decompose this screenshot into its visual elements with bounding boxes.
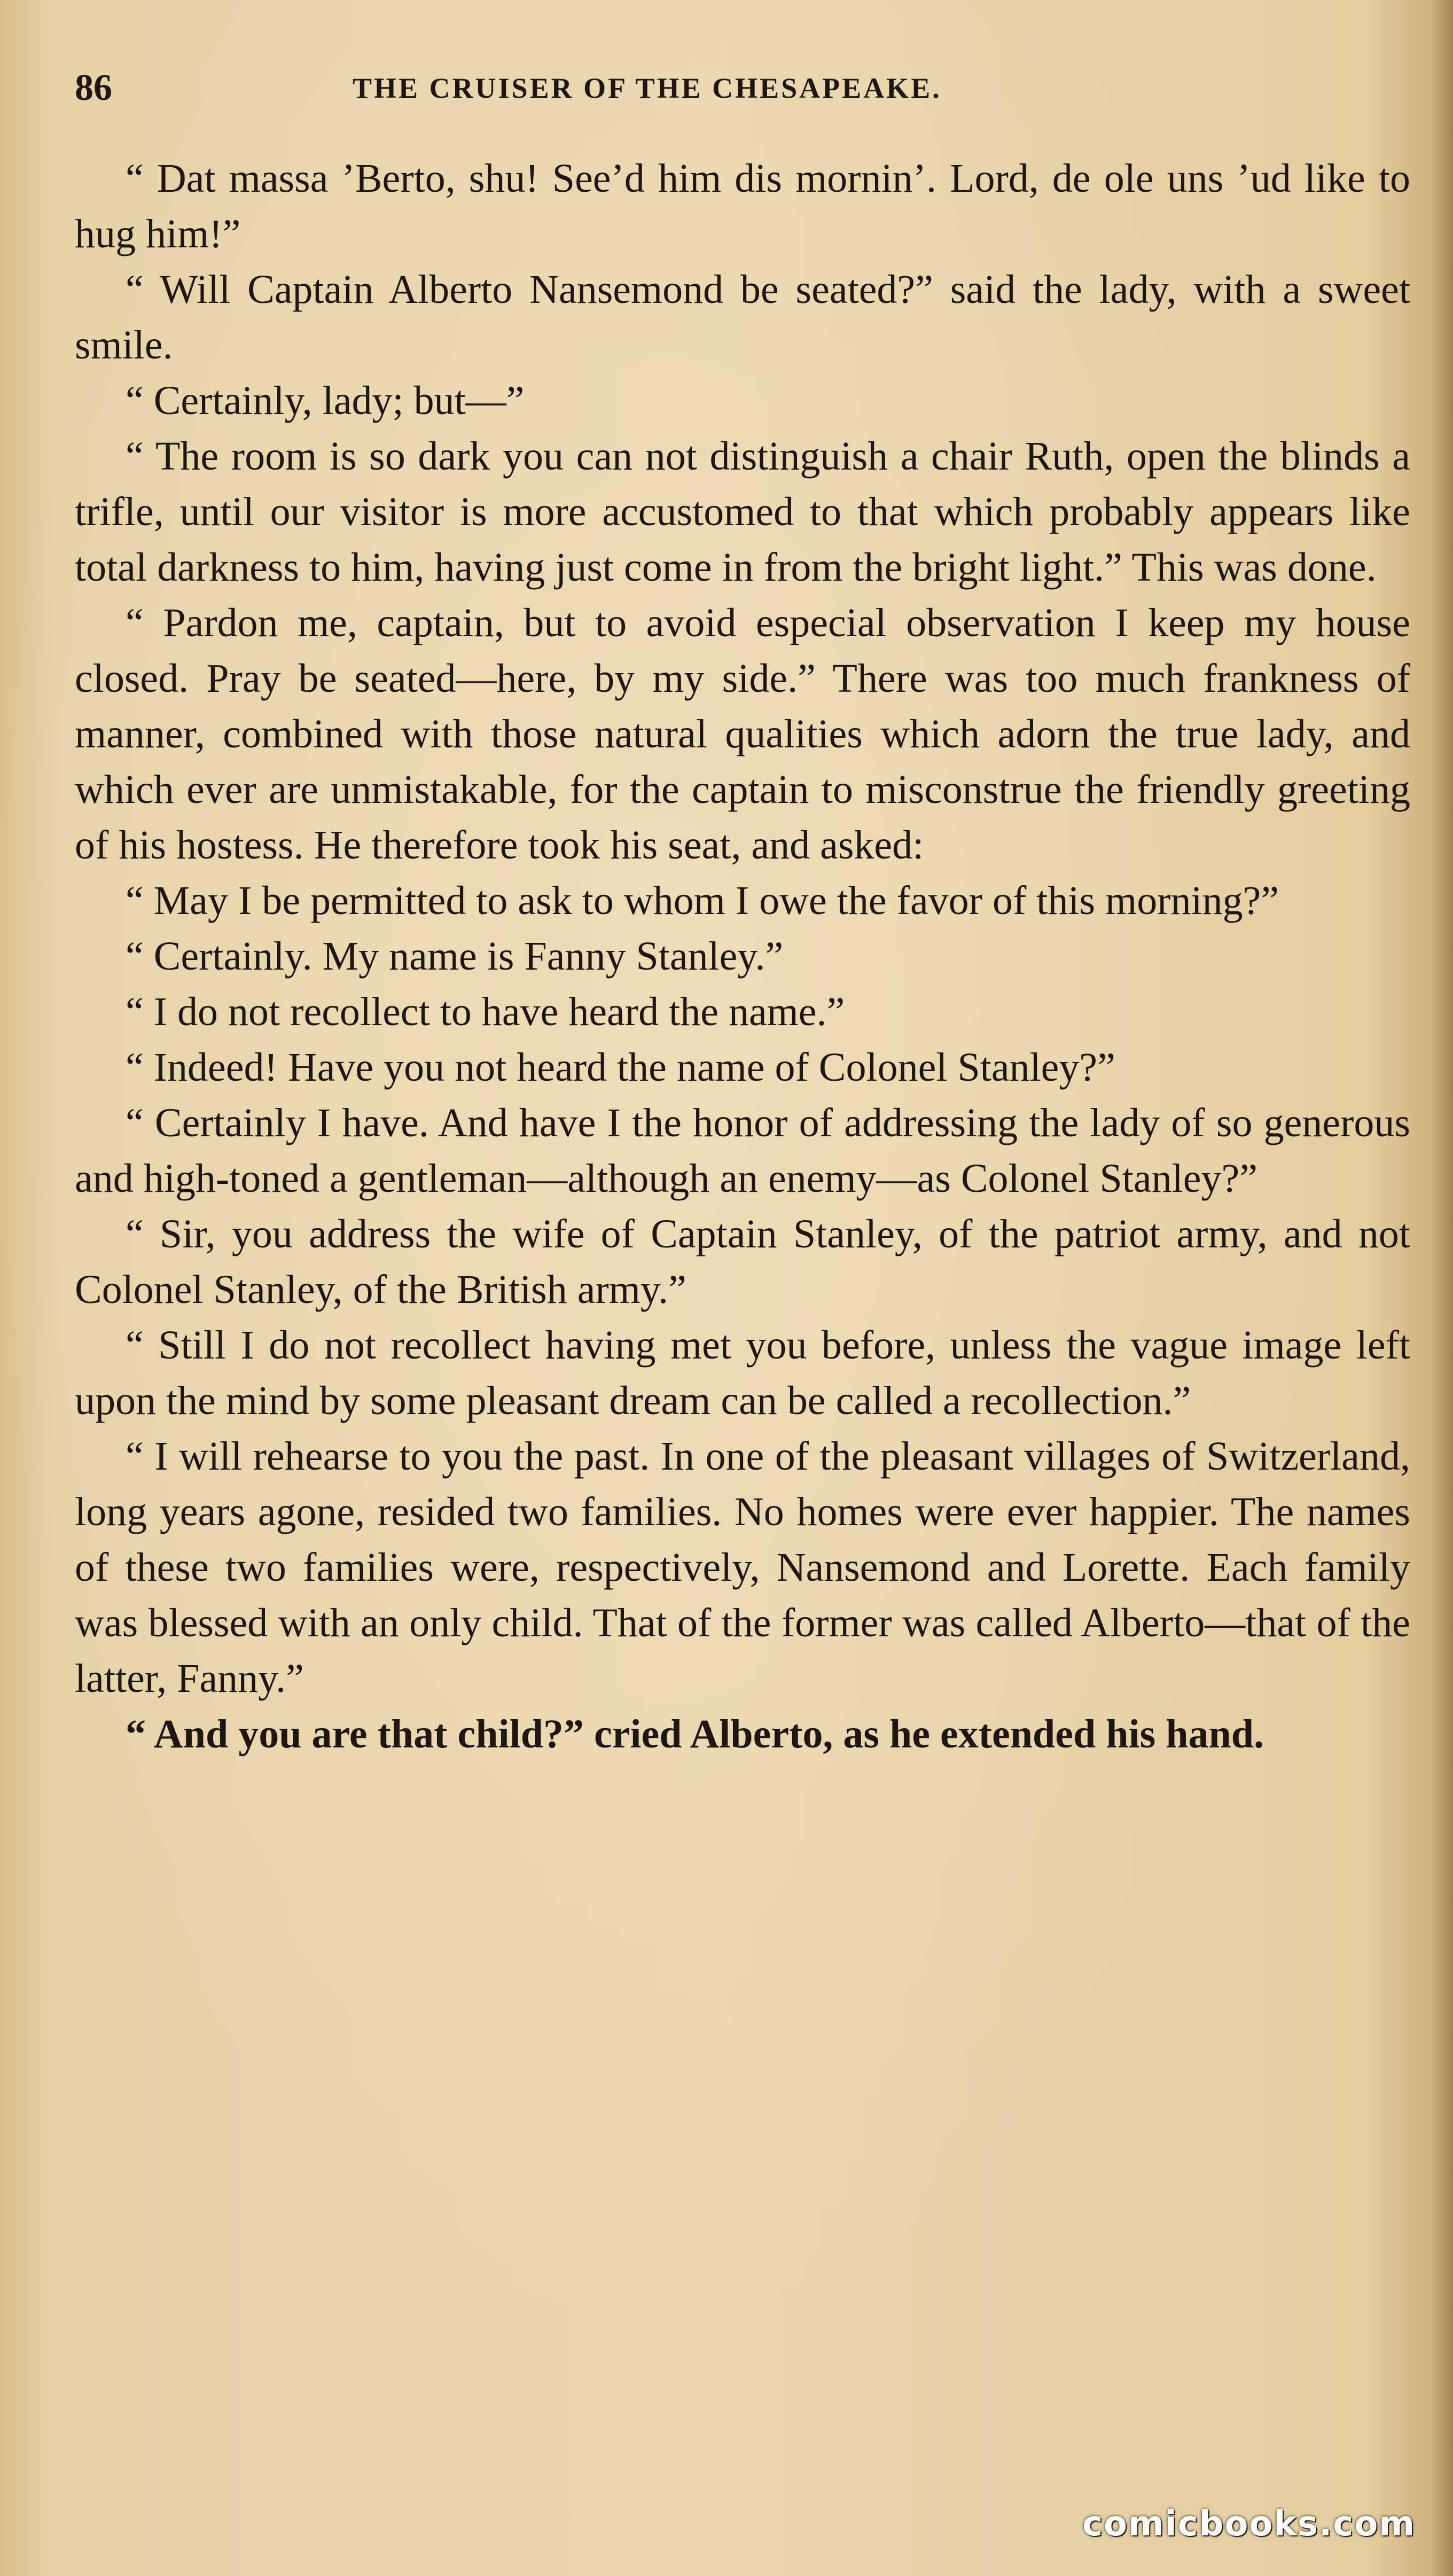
paragraph: “ Pardon me, captain, but to avoid especial observation I keep my house closed. Pray be seated—here, by my side.” There was too much frankness of manner, combined with those natural qualities which adorn the true lady, and which ever are unmistakable, for the captain to misconstrue the friendly greeting of his hostess. He therefore took his seat, and asked: <box>75 600 1410 868</box>
paragraph: “ The room is so dark you can not distinguish a chair Ruth, open the blinds a trifle, until our visitor is more accustomed to that which probably appears like total darkness to him, having just come in from the bright light.” This was done. <box>75 434 1410 590</box>
paragraph: “ Certainly. My name is Fanny Stanley.” <box>126 934 784 979</box>
paragraph: “ I do not recollect to have heard the name.” <box>126 989 845 1034</box>
paragraph: “ Dat massa ’Berto, shu! See’d him dis mornin’. Lord, de ole uns ’ud like to hug him!” <box>75 156 1410 256</box>
paragraph: “ Indeed! Have you not heard the name of Colonel Stanley?” <box>126 1045 1115 1090</box>
page-number: 86 <box>75 67 112 108</box>
paragraph: “ And you are that child?” cried Alberto, as he extended his hand. <box>126 1712 1264 1757</box>
paragraph: “ Still I do not recollect having met you before, unless the vague image left upon the mind by some pleasant dream can be called a recollection.” <box>75 1323 1410 1423</box>
paragraph: “ Will Captain Alberto Nansemond be seated?” said the lady, with a sweet smile. <box>75 267 1410 368</box>
running-head: THE CRUISER OF THE CHESAPEAKE. <box>353 72 942 104</box>
paragraph: “ Certainly I have. And have I the honor of addressing the lady of so generous and high-toned a gentleman—although an enemy—as Colonel Stanley?” <box>75 1100 1410 1201</box>
page-header <box>75 64 1410 112</box>
paragraph: “ May I be permitted to ask to whom I owe the favor of this morning?” <box>126 878 1279 923</box>
paragraph: “ Sir, you address the wife of Captain Stanley, of the patriot army, and not Colonel Stanley, of the British army.” <box>75 1212 1410 1312</box>
page-edge-shadow <box>1432 0 1453 2576</box>
paragraph: “ I will rehearse to you the past. In one of the pleasant villages of Switzerland, long years agone, resided two families. No homes were ever happier. The names of these two families were, respectively, Nansemond and Lorette. Each family was blessed with an only child. That of the former was called Alberto—that of the latter, Fanny.” <box>75 1434 1410 1701</box>
watermark: comicbooks.com <box>1082 2504 1416 2544</box>
paragraph: “ Certainly, lady; but—” <box>126 378 525 423</box>
body-text <box>75 151 1410 2442</box>
